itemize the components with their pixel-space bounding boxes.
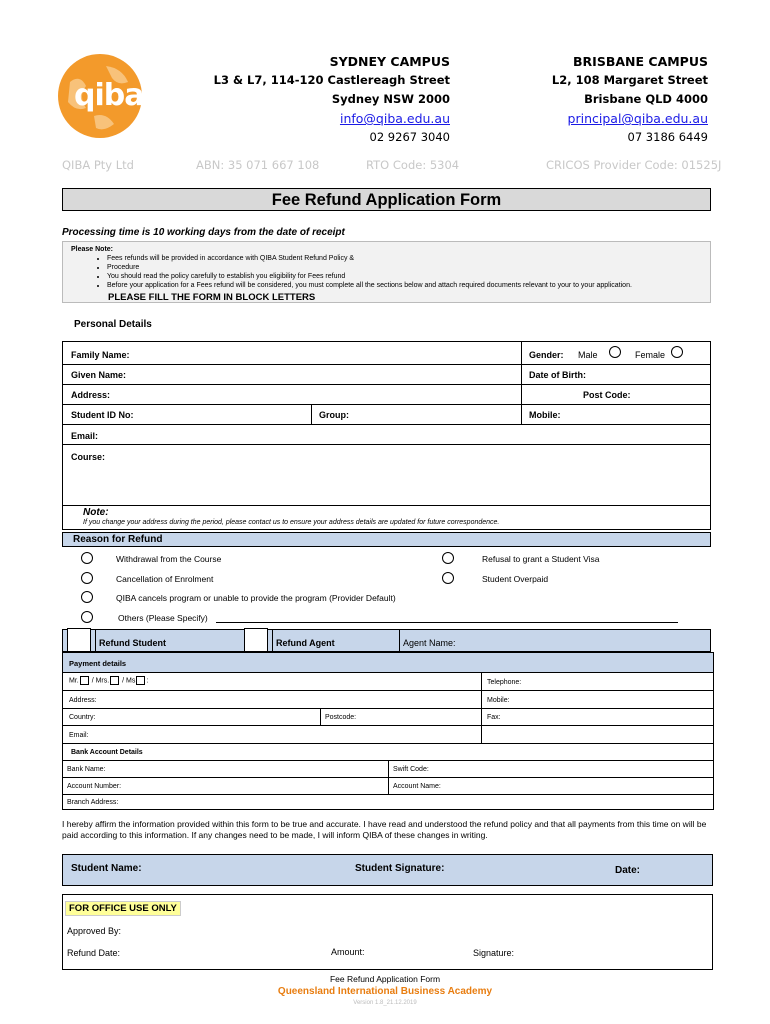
payment-postcode-label: Postcode: (325, 714, 357, 721)
address-label: Address: (71, 390, 111, 400)
footer-form-name: Fee Refund Application Form (329, 974, 441, 984)
payment-telephone-label: Telephone: (487, 679, 522, 686)
sydney-campus (190, 52, 450, 147)
footer (0, 974, 770, 1008)
note-item: • Fees refunds will be provided in accordance with QIBA Student Refund Policy & (107, 254, 632, 263)
overpaid-label: Student Overpaid (482, 574, 549, 584)
address-note-box (62, 506, 711, 530)
office-signature-label: Signature: (473, 948, 515, 958)
payment-email-label: Email: (69, 732, 89, 739)
mobile-label: Mobile: (529, 410, 561, 420)
gender-label: Gender: (529, 350, 564, 360)
please-note-box (62, 241, 711, 303)
course-label: Course: (71, 452, 106, 462)
swift-code-label: Swift Code: (393, 766, 429, 773)
note-item: • Procedure (107, 263, 632, 272)
student-name-label: Student Name: (71, 863, 142, 874)
note-item: • Before your application for a Fees refund will be considered, you must complete all the sections below and attach required documents relevant to your to your application. (107, 281, 632, 290)
student-id-label: Student ID No: (71, 410, 134, 420)
others-label: Others (Please Specify) (118, 613, 208, 623)
female-label: Female (635, 350, 666, 360)
form-title-bar (62, 188, 711, 211)
dob-label: Date of Birth: (529, 370, 586, 380)
sydney-phone: 02 9267 3040 (369, 130, 450, 144)
withdrawal-radio[interactable] (81, 552, 93, 564)
payment-fax-label: Fax: (487, 714, 501, 721)
agent-name-label: Agent Name: (403, 638, 456, 648)
personal-details-heading: Personal Details (74, 319, 152, 330)
footer-version: Version 1.8_21.12.2019 (353, 1000, 417, 1006)
processing-time: Processing time is 10 working days from the date of receipt (62, 227, 345, 238)
payment-details-heading: Payment details (69, 659, 127, 668)
brisbane-address-1: L2, 108 Margaret Street (551, 73, 708, 87)
bank-account-heading: Bank Account Details (71, 749, 143, 756)
sydney-address-1: L3 & L7, 114-120 Castlereagh Street (213, 73, 450, 87)
brisbane-email-link[interactable]: principal@qiba.edu.au (567, 111, 708, 126)
refund-agent-label: Refund Agent (276, 638, 335, 648)
account-name-label: Account Name: (393, 783, 441, 790)
sydney-email-link[interactable]: info@qiba.edu.au (339, 111, 450, 126)
others-radio[interactable] (81, 611, 93, 623)
ms-checkbox[interactable] (136, 676, 145, 685)
sydney-title: SYDNEY CAMPUS (329, 54, 450, 69)
rto-code: RTO Code: 5304 (366, 158, 460, 172)
footer-academy-name: Queensland International Business Academy (277, 986, 493, 997)
refund-student-label: Refund Student (99, 638, 166, 648)
office-use-heading: FOR OFFICE USE ONLY (65, 901, 181, 916)
note-text: If you change your address during the period, please contact us to ensure your address details are updated for future correspondence. (83, 519, 500, 526)
student-signature-label: Student Signature: (355, 863, 445, 874)
mr-checkbox[interactable] (80, 676, 89, 685)
male-radio[interactable] (609, 346, 621, 358)
logo-wordmark: qiba_ (74, 78, 158, 113)
email-label: Email: (71, 431, 99, 441)
mrs-label: / Mrs. (91, 677, 110, 685)
refund-student-checkbox[interactable] (67, 628, 91, 652)
given-name-label: Given Name: (71, 370, 127, 380)
please-note-heading: Please Note: (71, 246, 114, 253)
office-use-box (62, 894, 713, 970)
payment-mobile-label: Mobile: (487, 697, 510, 704)
provider-default-radio[interactable] (81, 591, 93, 603)
cancellation-radio[interactable] (81, 572, 93, 584)
signature-bar (62, 854, 713, 886)
overpaid-radio[interactable] (442, 572, 454, 584)
block-letters-notice: PLEASE FILL THE FORM IN BLOCK LETTERS (108, 292, 316, 303)
refund-type-bar (62, 629, 711, 652)
group-label: Group: (319, 410, 349, 420)
cricos-code: CRICOS Provider Code: 01525J (546, 158, 722, 172)
branch-address-label: Branch Address: (67, 799, 119, 806)
payment-address-label: Address: (69, 697, 97, 704)
withdrawal-label: Withdrawal from the Course (116, 554, 222, 564)
brisbane-phone: 07 3186 6449 (627, 130, 708, 144)
qiba-logo (56, 52, 156, 140)
visa-refusal-radio[interactable] (442, 552, 454, 564)
mrs-checkbox[interactable] (110, 676, 119, 685)
bank-name-label: Bank Name: (67, 766, 106, 773)
payment-details-grid (62, 652, 714, 810)
declaration-text: I hereby affirm the information provided within this form to be true and accurate. I have read and understood the refund policy and that all payments from this time on will be paid according to this information. If any changes need to be made, I will inform QIBA of these changes in writing. (62, 819, 707, 840)
brisbane-address-2: Brisbane QLD 4000 (584, 92, 708, 106)
note-item: • You should read the policy carefully to establish you eligibility for Fees refund (107, 272, 632, 281)
reason-heading-bar (62, 532, 711, 547)
abn-number: ABN: 35 071 667 108 (196, 158, 320, 172)
refund-agent-checkbox[interactable] (244, 628, 268, 652)
female-radio[interactable] (671, 346, 683, 358)
visa-refusal-label: Refusal to grant a Student Visa (482, 554, 600, 564)
notes-list (73, 254, 632, 290)
post-code-label: Post Code: (583, 390, 631, 400)
mr-label: Mr. (69, 677, 79, 685)
personal-details-grid (62, 341, 711, 506)
refund-date-label: Refund Date: (67, 948, 121, 958)
provider-default-label: QIBA cancels program or unable to provide the program (Provider Default) (116, 593, 396, 603)
company-name: QIBA Pty Ltd (62, 158, 134, 172)
cancellation-label: Cancellation of Enrolment (116, 574, 214, 584)
male-label: Male (578, 350, 598, 360)
brisbane-campus (468, 52, 708, 147)
form-title: Fee Refund Application Form (271, 191, 502, 209)
salutation-colon: : (146, 677, 149, 685)
reason-heading: Reason for Refund (73, 534, 163, 545)
amount-label: Amount: (331, 947, 365, 957)
others-specify-line[interactable] (216, 622, 678, 623)
brisbane-title: BRISBANE CAMPUS (573, 54, 708, 69)
family-name-label: Family Name: (71, 350, 130, 360)
account-number-label: Account Number: (67, 783, 122, 790)
salutation-field (69, 676, 148, 685)
ms-label: / Ms (122, 677, 136, 685)
approved-by-label: Approved By: (67, 926, 122, 936)
payment-country-label: Country: (69, 714, 96, 721)
sydney-address-2: Sydney NSW 2000 (331, 92, 450, 106)
signature-date-label: Date: (615, 865, 641, 876)
note-title: Note: (83, 507, 109, 518)
